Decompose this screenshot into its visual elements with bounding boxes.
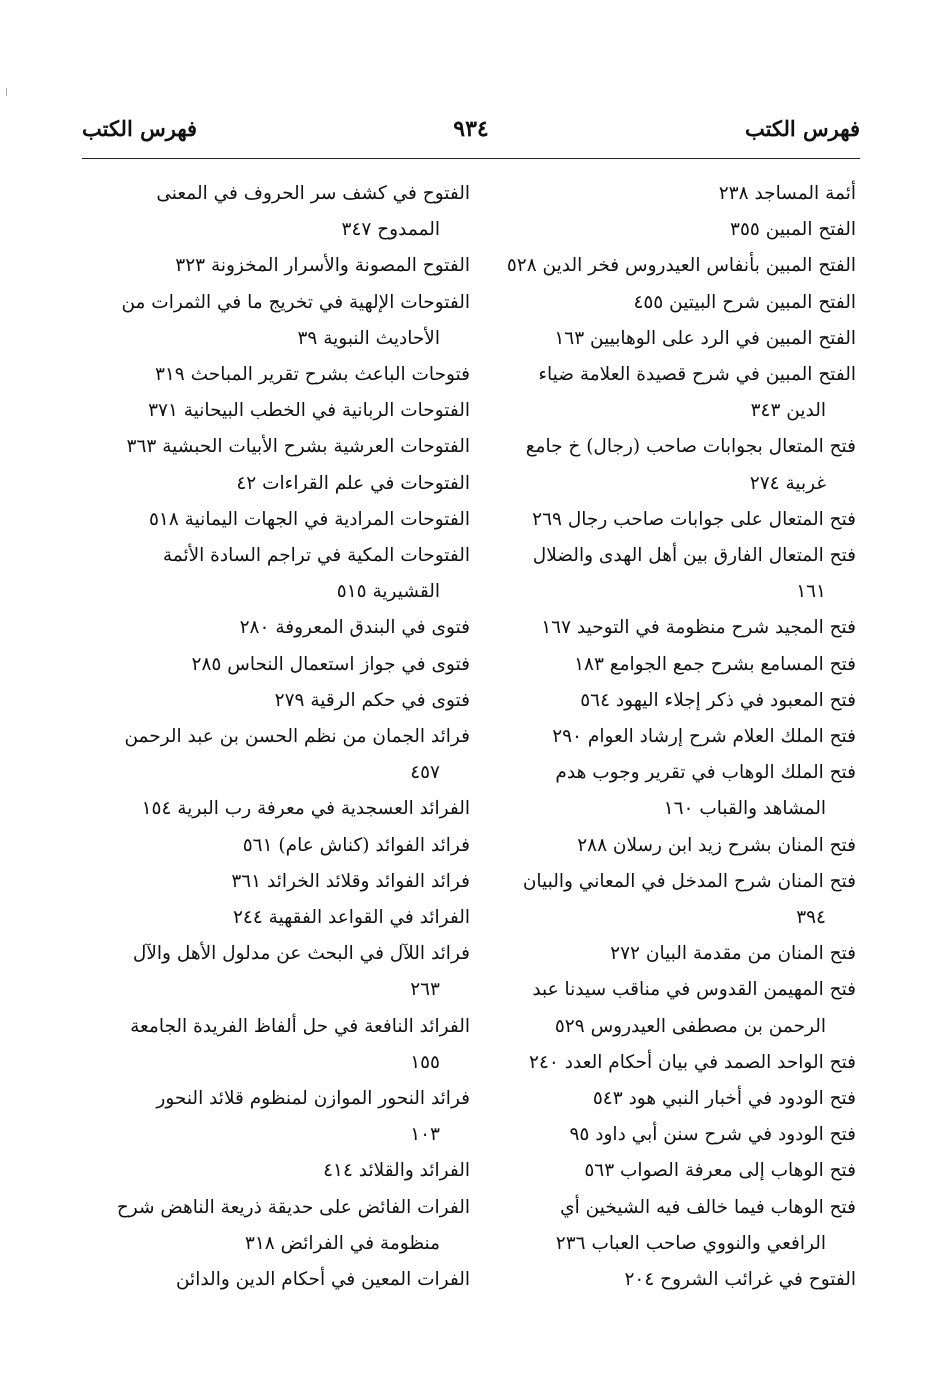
page-header <box>82 116 860 156</box>
page-number: ٩٣٤ <box>453 116 489 142</box>
entry-text: الفتوح في غرائب الشروح ٢٠٤ <box>624 1269 856 1291</box>
index-entry <box>468 538 856 610</box>
entry-continuation: ٣٩٤ <box>796 907 826 929</box>
entry-text: الفتوحات المكية في تراجم السادة الأئمة <box>162 545 470 567</box>
index-entry <box>468 864 856 936</box>
index-entry <box>82 357 470 393</box>
index-entry <box>468 429 856 501</box>
entry-text: الفرائد والقلائد ٤١٤ <box>323 1160 470 1182</box>
entry-text: فرائد الجمان من نظم الحسن بن عبد الرحمن <box>124 726 470 748</box>
index-entry <box>468 683 856 719</box>
entry-text: الفرائد في القواعد الفقهية ٢٤٤ <box>232 907 470 929</box>
entry-text: فتح الوهاب فيما خالف فيه الشيخين أي <box>560 1196 856 1218</box>
left-column <box>82 176 470 1298</box>
entry-text: فرائد الفوائد وقلائد الخرائد ٣٦١ <box>231 870 470 892</box>
index-entry <box>468 1081 856 1117</box>
index-entry <box>82 393 470 429</box>
index-entry <box>468 357 856 429</box>
index-entry <box>82 429 470 465</box>
entry-text: الفتح المبين في شرح قصيدة العلامة ضياء <box>538 364 856 386</box>
index-entry <box>82 791 470 827</box>
entry-text: فتح المنان بشرح زيد ابن رسلان ٢٨٨ <box>577 834 856 856</box>
entry-continuation: منظومة في الفرائض ٣١٨ <box>244 1232 440 1254</box>
entry-text: فتح الواحد الصمد في بيان أحكام العدد ٢٤٠ <box>529 1051 856 1073</box>
entry-text: الفتوحات في علم القراءات ٤٢ <box>236 472 470 494</box>
entry-text: فتح المنان من مقدمة البيان ٢٧٢ <box>610 943 856 965</box>
entry-continuation: الرافعي والنووي صاحب العباب ٢٣٦ <box>555 1232 826 1254</box>
index-entry <box>82 647 470 683</box>
entry-continuation: ١٥٥ <box>410 1051 440 1073</box>
index-entry <box>82 864 470 900</box>
index-entry <box>468 1045 856 1081</box>
entry-text: الفتوحات الربانية في الخطب البيحانية ٣٧١ <box>148 400 470 422</box>
index-entry <box>468 647 856 683</box>
index-entry <box>82 1190 470 1262</box>
entry-text: فتح المتعال على جوابات صاحب رجال ٢٦٩ <box>532 508 856 530</box>
entry-continuation: المشاهد والقباب ١٦٠ <box>663 798 826 820</box>
entry-continuation: الدين ٣٤٣ <box>750 400 826 422</box>
index-entry <box>468 1117 856 1153</box>
entry-text: الفرات الفائض على حديقة ذريعة الناهض شرح <box>116 1196 470 1218</box>
index-entry <box>82 719 470 791</box>
index-entry <box>468 248 856 284</box>
index-entry <box>468 828 856 864</box>
index-entry <box>82 176 470 248</box>
entry-continuation: الرحمن بن مصطفى العيدروس ٥٢٩ <box>554 1015 826 1037</box>
index-entry <box>82 538 470 610</box>
index-entry <box>468 502 856 538</box>
entry-text: فرائد النحور الموازن لمنظوم قلائد النحور <box>156 1088 470 1110</box>
entry-text: الفتوحات العرشية بشرح الأبيات الحبشية ٣٦٣ <box>126 436 470 458</box>
entry-text: فتح الملك الوهاب في تقرير وجوب هدم <box>555 762 856 784</box>
index-entry <box>82 502 470 538</box>
entry-text: الفتح المبين في الرد على الوهابيين ١٦٣ <box>554 327 856 349</box>
index-entry <box>468 321 856 357</box>
index-entry <box>82 900 470 936</box>
entry-text: فتح المتعال بجوابات صاحب (رجال) خ جامع <box>525 436 856 458</box>
index-entry <box>82 1081 470 1153</box>
entry-continuation: الأحاديث النبوية ٣٩ <box>297 327 440 349</box>
entry-text: الفتوح في كشف سر الحروف في المعنى <box>156 183 470 204</box>
index-entry <box>468 212 856 248</box>
index-entry <box>468 610 856 646</box>
entry-text: فتوى في البندق المعروفة ٢٨٠ <box>239 617 470 639</box>
entry-text: فتح المتعال الفارق بين أهل الهدى والضلال <box>532 545 856 567</box>
entry-text: فتح المجيد شرح منظومة في التوحيد ١٦٧ <box>541 617 856 639</box>
index-entry <box>82 285 470 357</box>
entry-text: الفتح المبين بأنفاس العيدروس فخر الدين ٥٢٨ <box>506 255 856 277</box>
index-entry <box>82 683 470 719</box>
entry-text: أئمة المساجد ٢٣٨ <box>718 183 856 204</box>
index-entry <box>82 1153 470 1189</box>
entry-continuation: الممدوح ٣٤٧ <box>341 219 440 241</box>
entry-text: الفتح المبين ٣٥٥ <box>730 219 856 241</box>
entry-text: فتح المهيمن القدوس في مناقب سيدنا عبد <box>532 979 856 1001</box>
entry-continuation: غربية ٢٧٤ <box>749 472 826 494</box>
index-entry <box>468 972 856 1044</box>
index-entry <box>468 1190 856 1262</box>
index-entry <box>468 1153 856 1189</box>
index-entry <box>468 176 856 212</box>
entry-text: الفرات المعين في أحكام الدين والدائن <box>175 1269 470 1291</box>
entry-text: فتح الوهاب إلى معرفة الصواب ٥٦٣ <box>584 1160 856 1182</box>
index-entry <box>468 285 856 321</box>
entry-continuation: القشيرية ٥١٥ <box>336 581 440 603</box>
index-entry <box>82 936 470 1008</box>
entry-text: فتوحات الباعث بشرح تقرير المباحث ٣١٩ <box>154 364 470 386</box>
entry-text: فتوى في حكم الرقية ٢٧٩ <box>274 689 470 711</box>
entry-text: الفتوحات المرادية في الجهات اليمانية ٥١٨ <box>148 508 470 530</box>
index-entry <box>468 755 856 827</box>
scan-mark <box>6 88 7 96</box>
entry-continuation: ٢٦٣ <box>410 979 440 1001</box>
index-entry <box>468 936 856 972</box>
entry-text: فتح الملك العلام شرح إرشاد العوام ٢٩٠ <box>552 726 856 748</box>
entry-text: فتح الودود في شرح سنن أبي داود ٩٥ <box>569 1124 856 1146</box>
entry-continuation: ١٠٣ <box>410 1124 440 1146</box>
index-entry <box>82 828 470 864</box>
entry-text: الفتوح المصونة والأسرار المخزونة ٣٢٣ <box>175 255 470 277</box>
index-entry <box>82 610 470 646</box>
entry-text: فرائد اللآل في البحث عن مدلول الأهل والآل <box>132 943 470 965</box>
running-title-right: فهرس الكتب <box>744 116 860 141</box>
index-entry <box>82 466 470 502</box>
entry-text: فتح المسامع بشرح جمع الجوامع ١٨٣ <box>574 653 856 675</box>
entry-text: فتح المنان شرح المدخل في المعاني والبيان <box>522 870 856 892</box>
entry-text: فتوى في جواز استعمال النحاس ٢٨٥ <box>191 653 470 675</box>
entry-continuation: ١٦١ <box>796 581 826 603</box>
index-entry <box>468 719 856 755</box>
index-entry <box>82 1009 470 1081</box>
right-column <box>468 176 856 1298</box>
entry-text: فتح الودود في أخبار النبي هود ٥٤٣ <box>592 1088 856 1110</box>
entry-text: الفرائد العسجدية في معرفة رب البرية ١٥٤ <box>141 798 470 820</box>
entry-text: الفتح المبين شرح البيتين ٤٥٥ <box>633 291 856 313</box>
index-entry <box>468 1262 856 1298</box>
running-title-left: فهرس الكتب <box>82 116 198 141</box>
index-entry <box>82 1262 470 1298</box>
index-entry <box>82 248 470 284</box>
entry-text: فتح المعبود في ذكر إجلاء اليهود ٥٦٤ <box>580 689 856 711</box>
entry-text: الفتوحات الإلهية في تخريج ما في الثمرات من <box>121 291 470 313</box>
entry-continuation: ٤٥٧ <box>410 762 440 784</box>
entry-text: الفرائد النافعة في حل ألفاظ الفريدة الجامعة <box>130 1015 470 1037</box>
entry-text: فرائد الفوائد (كناش عام) ٥٦١ <box>242 834 470 856</box>
header-rule <box>82 158 860 159</box>
